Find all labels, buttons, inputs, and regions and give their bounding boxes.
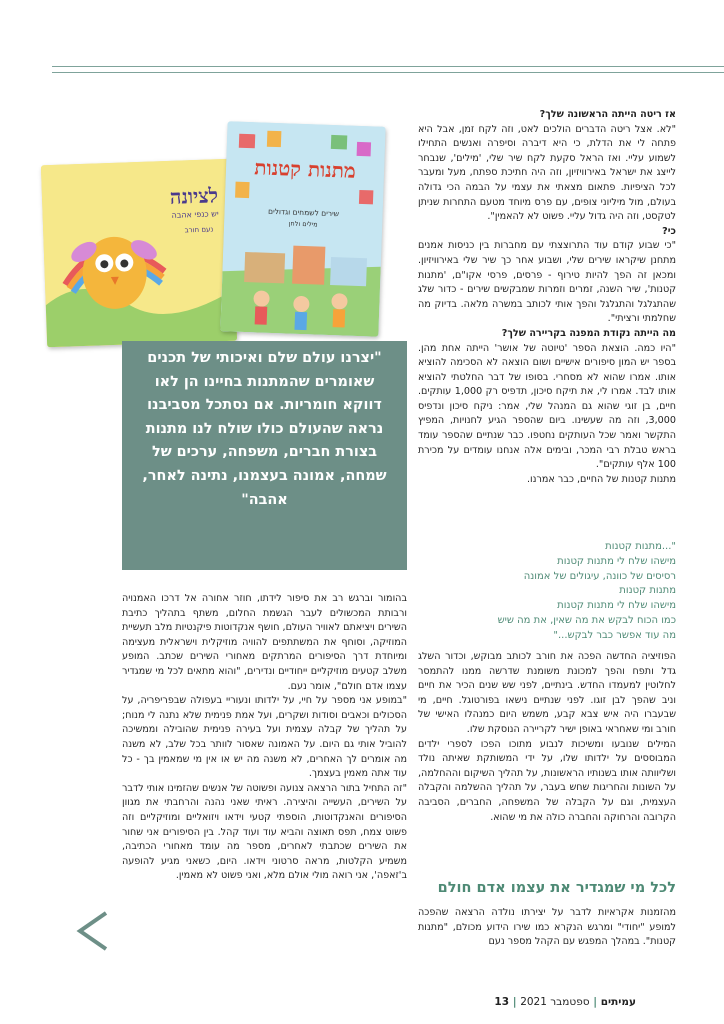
page-footer <box>50 996 636 1008</box>
lyric-line: כמו הכוח לבקש את מה שאין, את מה שיש <box>497 614 676 626</box>
lyric-line: מישהו שלח לי מתנות קטנות <box>557 555 676 567</box>
lyric-line: רסיסים של כוונה, עיגולים של אמונה <box>523 570 676 582</box>
page-number: 13 <box>494 996 510 1008</box>
article-right-column-lower <box>418 650 676 825</box>
paragraph: מהזמנות אקראיות לדבר על יצירתו נולדה הרצאה שהפכה למופע "יחודי" ומרגש הנקרא כמו שירו הידוע מכולם, "מתנות קטנות". במהלך המפגש עם הקהל מספר נעם <box>418 907 676 948</box>
pull-quote: "יצרנו עולם שלם ואיכותי של תכנים שאומרים שהמתנות בחיינו הן לאו דווקא חומריות. אם נסתכל מסביבנו נראה שהעולם כולו שולח לנו מתנות בצורת חברים, משפחה, ערכים של שמחה, אמונה בעצמנו, נתינה לאחר, אהבה" <box>122 341 407 570</box>
top-rule-2 <box>52 72 724 73</box>
book-cover-litziona <box>41 159 237 348</box>
book2-title: לציונה <box>169 183 219 209</box>
question-1: אז ריטה הייתה הראשונה שלך? <box>539 109 676 120</box>
section-subheading: לכל מי שמגדיר את עצמו אדם חולם <box>437 880 676 896</box>
paragraph: בהומור וברגש רב את סיפור לידתו, חוזר אחורה אל דרכו האמנויה ורבותת המכשולים לעבר הגשמת החלום, משתף בתהליך כתיבת השירים ויציאתם לאוויר העולם, חושף אנקדוטות פיקנטיות מלב תעשיית המוזיקה, וסוחף את המשתתפים להוויה מוזיקלית וישראלית מעצימה ומיוחדת דרך הסיפורים המרתקים מאחורי השירים שכתב. המופע משלב קטעים מוזיקליים ייחודיים ונדירים, "והוא מתאים לכל מי שמגדיר עצמו אדם חולם", אומר נעם. <box>122 593 407 692</box>
book-cover-matanot-ktanot <box>220 121 385 336</box>
paragraph: המילים שנובעו ומשיכות לנבוע מתוכו הפכו לספרי ילדים המבוססים על ילדותו שלו, על ידי המשותקת שאיתה נולד ושליוותה אותו בשנותיו הראשונות, על תהליך השיקום וההחלמה, על השונות והחריגות שחש בעבר, על תהליך ההשלמה והקבלה העצמית, וגם על הקבלה של המשפחה, החברים, הסביבה הקרובה והרחוקה והחברה כולה את מי שהוא. <box>418 738 676 823</box>
lyric-line: מתנות קטנות <box>619 585 676 597</box>
lyric-line: מישהו שלח לי מתנות קטנות <box>557 600 676 612</box>
article-right-column <box>418 108 676 487</box>
book1-subtitle: שירים לשמחים וגדולים <box>267 206 340 219</box>
question-2: כי? <box>662 225 676 237</box>
paragraph: "במופע אני מספר על חיי, על ילדותו ונעוריי בעפולה שבפריפריה, על הסכולים וכאבים וסודות ושקרים, ועל אמת פנימית שלא נתנה לי מנוח; על תהליך של קבלה עצמית ועל בעירה פנימית שהובילה וממשיכה להוביל אותי גם היום. על האמונה שאסור לוותר בכל שלב, לא משנה מה אומרים לך האחרים, לא משנה מה יש או אין מי שמאמין בך - כל עוד אתה מאמין בעצמך. <box>122 695 407 780</box>
song-lyrics <box>420 540 676 644</box>
answer-3-closing: מתנות קטנות של החיים, כבר אמרנו. <box>527 473 676 485</box>
lyric-line: "...מתנות קטנות <box>605 541 676 552</box>
book1-title: מתנות קטנות <box>253 155 357 183</box>
magazine-name: עמיתים <box>600 996 636 1008</box>
lyric-line: מה עוד אפשר כבר לבקש..." <box>553 629 676 641</box>
answer-3: "היו כמה. הוצאת הספר 'טיוטה של אושר' הייתה אחת מהן. בספר יש המון סיפורים אישיים ושום הוצאה לא הסכימה להוציא אותו. אמרו שהוא לא מסחרי. בסופו של דבר החלטתי להוציא אותו לבד. אמרו לי, את תיקח סיכון, תדפיס רק 1,000 עותקים. חיים, בן זוגי שהוא גם המנהל שלי, אמר: ניקח סיכון ונדפיס 3,000, וזה מה שעשינו. ביום שהספר הגיע לחנויות, המפיץ התקשר ואמר שכל העותקים נחטפו. כבר שנתיים שהספר עומד בראש טבלת רבי המכר, ובימים אלה אנחנו עומדים על מכירת 100 אלף עותקים". <box>418 342 676 471</box>
paragraph: הפוזיציה החדשה הפכה את חורב לכותב מבוקש, וכדור השלג גדל ותפח והפך למכונת משומנת שדרשה ממנו להתמסר לחלוטין למעמדו החדש. בינתיים, לפני שש שנים הכיר את חיים וניב שהפך לבן זוגו. לפני שנתיים נישאו בפורטוגל. חיים, מי שבעברו היה איש צבא קבע, משמש היום כמנהלו האישי של חורב ומי שאחראי באופן ישיר לקריירה הנוסקת שלו. <box>418 651 676 735</box>
book2-author: נעם חורב <box>184 225 214 235</box>
footer-separator: | <box>593 996 598 1008</box>
article-left-column <box>122 592 407 884</box>
book-covers-image <box>44 124 384 342</box>
footer-separator: | <box>512 996 517 1008</box>
article-right-column-end <box>418 906 676 950</box>
book1-author: מילים ולחן <box>288 219 318 229</box>
answer-1: "לא. אצל ריטה הדברים הולכים לאט, וזה לקח זמן, אבל היא פתחה לי את הדלת, כי היא דיברה וסיפרה ואנשים התחילו לשמוע עליי. ואז הראל סקעת לקח שיר שלי, 'מילים', שנבחר לייצג את ישראל באירוויזיון, וזה היה חתיכת ספתח, מעל ומעבר לכל הציפיות. פתאום מצאתי את עצמי על הבמה הכי גדולה בעולם, מול מיליוני צופים, עם פרס מיוחד מטעם התחרות שניתן לטקסט, וזה היה גדול עליי. פשוט לא להאמין". <box>418 123 676 223</box>
paragraph: "זה התחיל בתור הרצאה צנועה ופשוטה של אנשים שהזמינו אותי לדבר על השירים, העשייה והיצירה. ראיתי שאני נהנה והרחבתי את מגוון הסיפורים והאנקדוטות, הוספתי קטעי וידאו ויזואליים ומוזיקליים וזה פשוט צמח, תפס תאוצה והביא עוד ועוד קהל. בין הסיפורים אני שחור את השירים שכתבתי לאחרים, מספר מה עומד מאחורי הכתיבה, משמיע הקלטות, מראה סרטוני וידאו. היום, כשאני מגיע להופעה ב'זאפה', אני רואה מולי אולם מלא, ואני פשוט לא מאמין. <box>122 782 407 882</box>
book2-subtitle: יש כנפי אהבה <box>171 209 219 220</box>
answer-2: "כי שבוע קודם עוד התרוצצתי עם מחברות בין כניסות אמנים מתחנן שיקראו שירים שלי, ושבוע אחר כך שיר שלי באירוויזיון. ומכאן זה הפך להיות טירוף - פרסים, פרסי אקו"ם, 'מתנות קטנות', שיר השנה, זמרים וזמרות שמבקשים שירים - כדור שלג שהתגלגל והתגלגל והפך אותי לכותב במשרה מלאה. בדיוק מה שחלמתי ורציתי". <box>418 240 676 325</box>
top-rule <box>52 66 724 67</box>
chevron-left-icon <box>74 907 110 955</box>
issue-date: ספטמבר 2021 <box>520 996 590 1008</box>
question-3: מה הייתה נקודת המפנה בקריירה שלך? <box>501 327 676 339</box>
